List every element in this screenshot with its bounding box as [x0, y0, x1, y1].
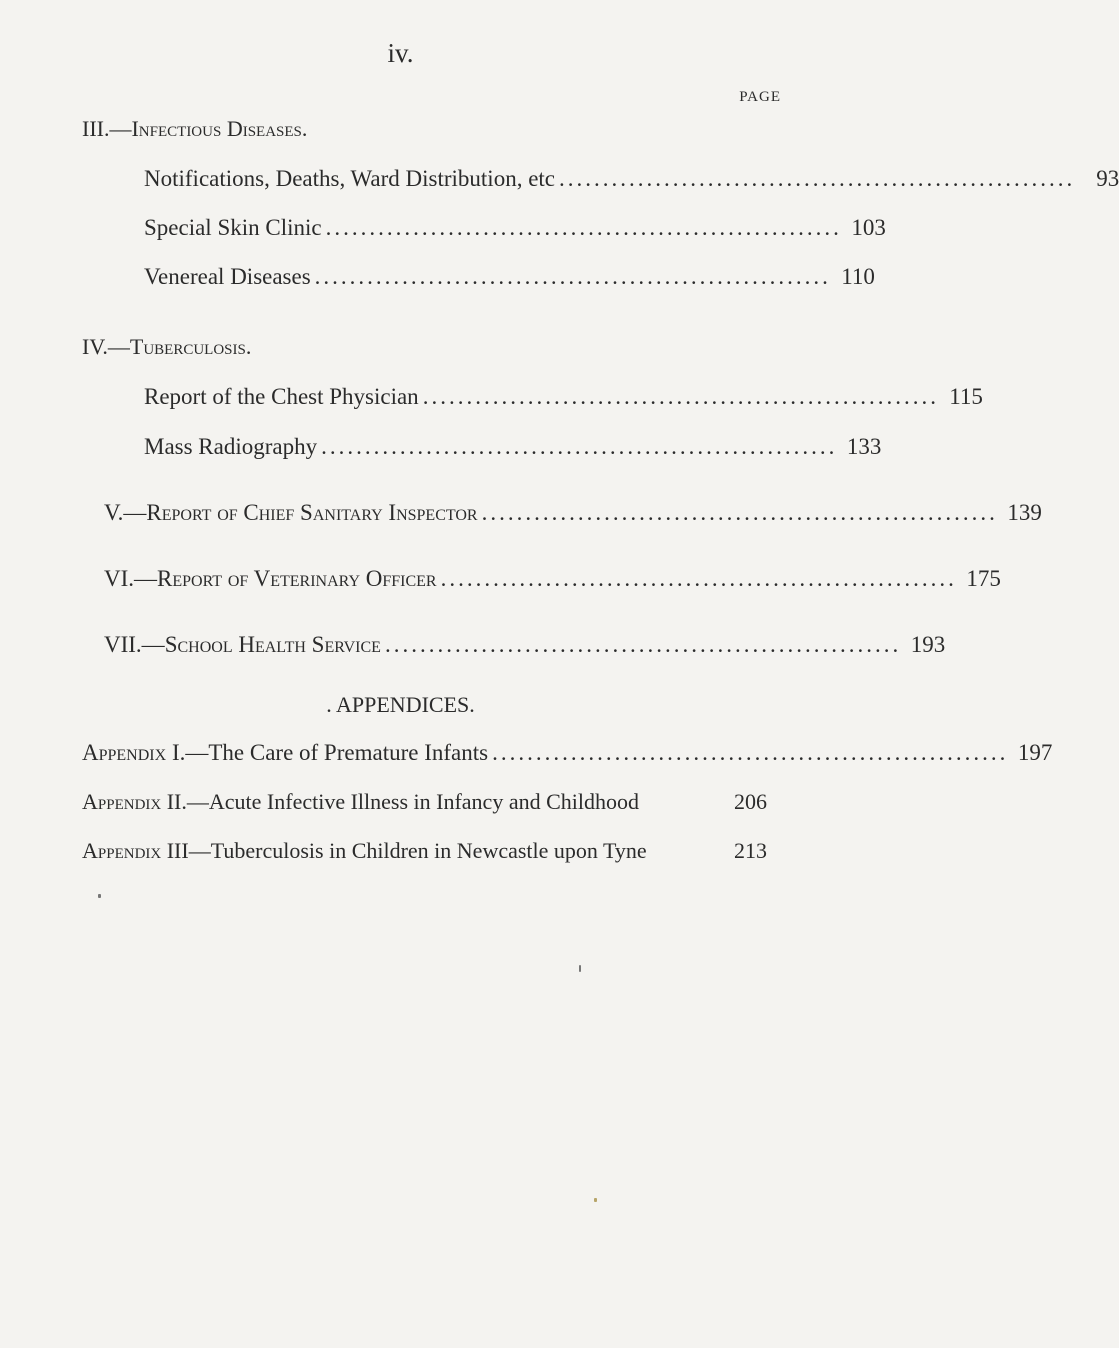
- dot-leader: ...........................................................: [559, 166, 1076, 191]
- toc-entry-report: VI.—Report of Veterinary Officer ........................................................... 175: [104, 566, 1001, 591]
- toc-entry: Mass Radiography ........................................................... 133: [144, 434, 882, 459]
- toc-entry-appendix: Appendix I.—The Care of Premature Infants ........................................................... 197: [82, 740, 1053, 765]
- scan-speck: [98, 894, 101, 898]
- toc-entry-report: V.—Report of Chief Sanitary Inspector ........................................................... 139: [104, 500, 1042, 525]
- scan-speck: [579, 965, 581, 972]
- toc-entry-appendix: Appendix II.—Acute Infective Illness in Infancy and Childhood 206: [82, 789, 767, 814]
- dot-leader: ...........................................................: [325, 215, 842, 240]
- dot-leader: ...........................................................: [440, 566, 957, 591]
- dot-leader: ...........................................................: [384, 632, 902, 657]
- section-heading-infectious-diseases: III.—Infectious Diseases.: [82, 116, 308, 141]
- appendices-heading: . APPENDICES.: [326, 692, 475, 717]
- toc-entry: Special Skin Clinic ........................................................... 103: [144, 215, 886, 240]
- toc-entry-report: VII.—School Health Service ........................................................... 193: [104, 632, 946, 657]
- dot-leader: ...........................................................: [422, 384, 939, 409]
- toc-entry: Report of the Chest Physician ........................................................... 115: [144, 384, 983, 409]
- section-heading-tuberculosis: IV.—Tuberculosis.: [82, 334, 252, 359]
- dot-leader: ...........................................................: [321, 434, 838, 459]
- dot-leader: ...........................................................: [314, 264, 831, 289]
- scan-speck: [594, 1198, 597, 1202]
- toc-entry: Notifications, Deaths, Ward Distribution, etc ........................................................... 93: [144, 166, 1119, 191]
- toc-entry-appendix: Appendix III—Tuberculosis in Children in Newcastle upon Tyne 213: [82, 838, 767, 863]
- dot-leader: ...........................................................: [492, 740, 1009, 765]
- toc-entry: Venereal Diseases ........................................................... 110: [144, 264, 875, 289]
- dot-leader: ...........................................................: [481, 500, 998, 525]
- page-number: iv.: [387, 38, 414, 68]
- page-column-label: PAGE: [739, 89, 781, 105]
